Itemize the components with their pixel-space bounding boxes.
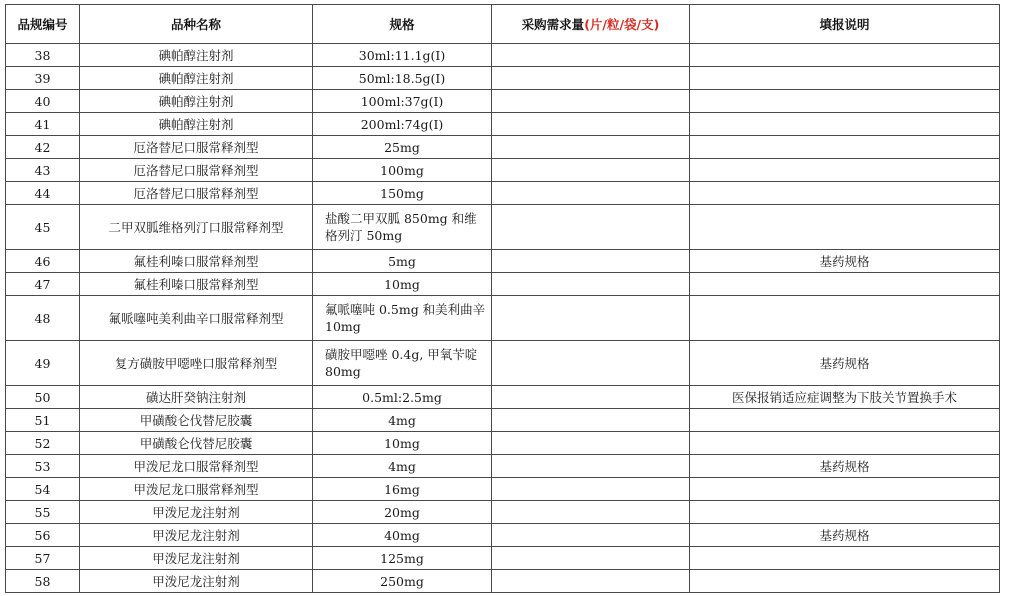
cell-quantity[interactable]: [492, 547, 690, 570]
cell-spec: 0.5ml:2.5mg: [313, 386, 492, 409]
cell-quantity[interactable]: [492, 136, 690, 159]
table-row: [6, 432, 1000, 455]
table-row: [6, 182, 1000, 205]
table-row: [6, 205, 1000, 250]
cell-note: [690, 136, 1000, 159]
cell-quantity[interactable]: [492, 501, 690, 524]
table-row: [6, 273, 1000, 296]
cell-code: 49: [6, 341, 80, 386]
header-spec: 规格: [313, 5, 492, 44]
table-row: [6, 455, 1000, 478]
cell-name: 碘帕醇注射剂: [80, 44, 313, 67]
table-body: [6, 44, 1000, 593]
cell-name: 二甲双胍维格列汀口服常释剂型: [80, 205, 313, 250]
table-row: [6, 136, 1000, 159]
cell-note: [690, 159, 1000, 182]
cell-code: 38: [6, 44, 80, 67]
cell-spec: 20mg: [313, 501, 492, 524]
cell-spec: 50ml:18.5g(I): [313, 67, 492, 90]
cell-code: 50: [6, 386, 80, 409]
table-row: [6, 113, 1000, 136]
cell-spec: 盐酸二甲双胍 850mg 和维格列汀 50mg: [313, 205, 492, 250]
cell-code: 39: [6, 67, 80, 90]
cell-spec: 16mg: [313, 478, 492, 501]
cell-quantity[interactable]: [492, 455, 690, 478]
cell-name: 甲泼尼龙口服常释剂型: [80, 455, 313, 478]
table-row: [6, 409, 1000, 432]
cell-note: [690, 182, 1000, 205]
cell-note: [690, 44, 1000, 67]
cell-note: [690, 409, 1000, 432]
cell-code: 55: [6, 501, 80, 524]
cell-name: 厄洛替尼口服常释剂型: [80, 159, 313, 182]
cell-code: 46: [6, 250, 80, 273]
header-quantity-unit: (片/粒/袋/支): [584, 16, 660, 32]
cell-note: [690, 478, 1000, 501]
table-row: [6, 90, 1000, 113]
cell-code: 40: [6, 90, 80, 113]
cell-name: 甲泼尼龙注射剂: [80, 501, 313, 524]
cell-code: 54: [6, 478, 80, 501]
cell-quantity[interactable]: [492, 386, 690, 409]
cell-note: 医保报销适应症调整为下肢关节置换手术: [690, 386, 1000, 409]
cell-quantity[interactable]: [492, 250, 690, 273]
cell-quantity[interactable]: [492, 478, 690, 501]
cell-quantity[interactable]: [492, 205, 690, 250]
cell-name: 碘帕醇注射剂: [80, 113, 313, 136]
cell-note: 基药规格: [690, 341, 1000, 386]
cell-spec: 4mg: [313, 409, 492, 432]
cell-name: 碘帕醇注射剂: [80, 90, 313, 113]
cell-code: 52: [6, 432, 80, 455]
table-header: [6, 5, 1000, 44]
cell-spec: 10mg: [313, 273, 492, 296]
cell-quantity[interactable]: [492, 296, 690, 341]
cell-note: [690, 90, 1000, 113]
cell-name: 厄洛替尼口服常释剂型: [80, 182, 313, 205]
cell-note: [690, 296, 1000, 341]
table-row: [6, 159, 1000, 182]
cell-code: 56: [6, 524, 80, 547]
cell-note: [690, 205, 1000, 250]
cell-name: 氟桂利嗪口服常释剂型: [80, 273, 313, 296]
header-quantity-label: 采购需求量: [521, 16, 585, 32]
cell-quantity[interactable]: [492, 409, 690, 432]
cell-quantity[interactable]: [492, 524, 690, 547]
cell-name: 甲磺酸仑伐替尼胶囊: [80, 409, 313, 432]
cell-note: [690, 547, 1000, 570]
table-row: [6, 547, 1000, 570]
cell-spec: 30ml:11.1g(I): [313, 44, 492, 67]
cell-spec: 磺胺甲噁唑 0.4g, 甲氧苄啶 80mg: [313, 341, 492, 386]
cell-name: 甲泼尼龙口服常释剂型: [80, 478, 313, 501]
cell-name: 厄洛替尼口服常释剂型: [80, 136, 313, 159]
cell-name: 甲泼尼龙注射剂: [80, 524, 313, 547]
table-row: [6, 478, 1000, 501]
cell-spec: 4mg: [313, 455, 492, 478]
cell-name: 复方磺胺甲噁唑口服常释剂型: [80, 341, 313, 386]
cell-spec: 25mg: [313, 136, 492, 159]
cell-note: [690, 570, 1000, 593]
cell-quantity[interactable]: [492, 44, 690, 67]
header-code: 品规编号: [6, 5, 80, 44]
cell-code: 45: [6, 205, 80, 250]
cell-code: 47: [6, 273, 80, 296]
table-row: [6, 250, 1000, 273]
cell-code: 41: [6, 113, 80, 136]
header-note: 填报说明: [690, 5, 1000, 44]
cell-code: 57: [6, 547, 80, 570]
cell-code: 53: [6, 455, 80, 478]
cell-spec: 10mg: [313, 432, 492, 455]
cell-code: 51: [6, 409, 80, 432]
cell-quantity[interactable]: [492, 182, 690, 205]
cell-spec: 150mg: [313, 182, 492, 205]
cell-note: [690, 432, 1000, 455]
cell-spec: 氟哌噻吨 0.5mg 和美利曲辛 10mg: [313, 296, 492, 341]
cell-quantity[interactable]: [492, 113, 690, 136]
cell-note: 基药规格: [690, 455, 1000, 478]
table-row: [6, 501, 1000, 524]
cell-name: 甲磺酸仑伐替尼胶囊: [80, 432, 313, 455]
cell-code: 48: [6, 296, 80, 341]
cell-spec: 125mg: [313, 547, 492, 570]
cell-spec: 200ml:74g(I): [313, 113, 492, 136]
table-row: [6, 44, 1000, 67]
cell-code: 43: [6, 159, 80, 182]
cell-spec: 5mg: [313, 250, 492, 273]
cell-name: 甲泼尼龙注射剂: [80, 570, 313, 593]
cell-spec: 100mg: [313, 159, 492, 182]
cell-spec: 40mg: [313, 524, 492, 547]
cell-quantity[interactable]: [492, 341, 690, 386]
procurement-table-wrapper: [5, 4, 1000, 593]
cell-name: 碘帕醇注射剂: [80, 67, 313, 90]
cell-note: [690, 113, 1000, 136]
cell-code: 42: [6, 136, 80, 159]
cell-quantity[interactable]: [492, 432, 690, 455]
table-row: [6, 67, 1000, 90]
cell-spec: 250mg: [313, 570, 492, 593]
cell-name: 氟桂利嗪口服常释剂型: [80, 250, 313, 273]
table-row: [6, 341, 1000, 386]
procurement-table: [5, 4, 1000, 593]
cell-quantity[interactable]: [492, 90, 690, 113]
cell-note: [690, 501, 1000, 524]
cell-code: 44: [6, 182, 80, 205]
cell-quantity[interactable]: [492, 570, 690, 593]
header-name: 品种名称: [80, 5, 313, 44]
cell-name: 磺达肝癸钠注射剂: [80, 386, 313, 409]
cell-note: 基药规格: [690, 250, 1000, 273]
header-quantity: [492, 5, 690, 44]
cell-quantity[interactable]: [492, 67, 690, 90]
table-row: [6, 296, 1000, 341]
table-row: [6, 570, 1000, 593]
cell-name: 氟哌噻吨美利曲辛口服常释剂型: [80, 296, 313, 341]
cell-note: 基药规格: [690, 524, 1000, 547]
table-row: [6, 524, 1000, 547]
cell-note: [690, 273, 1000, 296]
table-row: [6, 386, 1000, 409]
cell-spec: 100ml:37g(I): [313, 90, 492, 113]
cell-quantity[interactable]: [492, 273, 690, 296]
cell-quantity[interactable]: [492, 159, 690, 182]
cell-code: 58: [6, 570, 80, 593]
header-row: [6, 5, 1000, 44]
cell-note: [690, 67, 1000, 90]
cell-name: 甲泼尼龙注射剂: [80, 547, 313, 570]
